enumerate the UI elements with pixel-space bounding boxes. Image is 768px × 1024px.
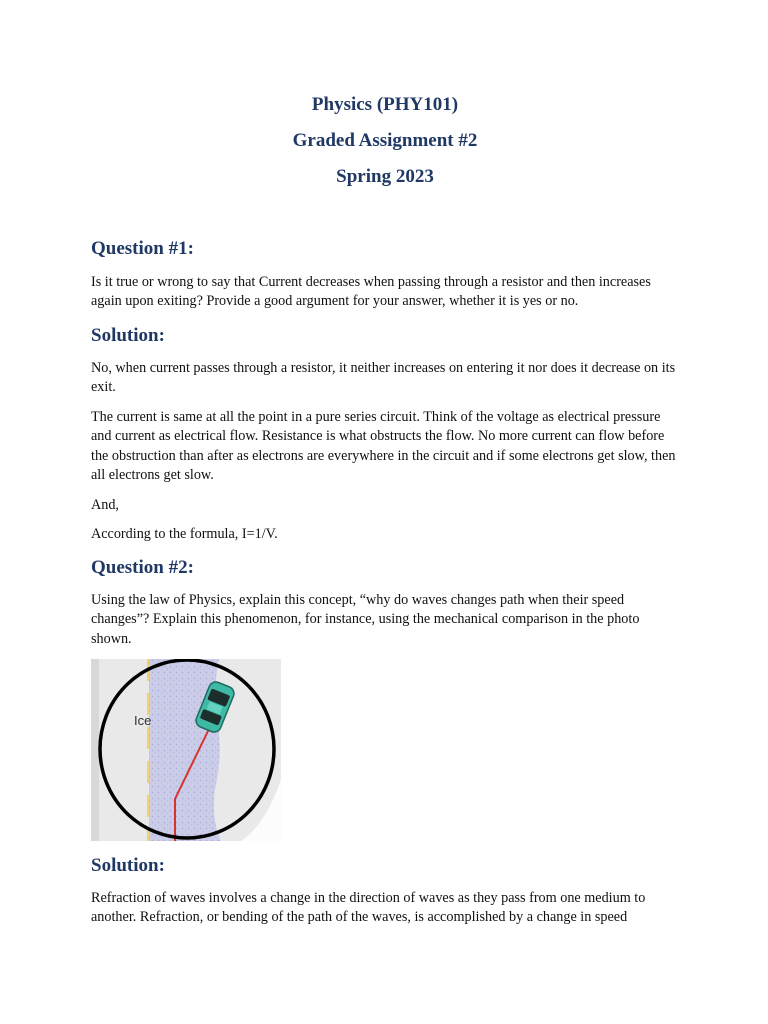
solution-2-heading: Solution:: [91, 855, 165, 876]
solution-1-heading: Solution:: [91, 325, 165, 346]
solution-1-paragraph-2: The current is same at all the point in a pure series circuit. Think of the voltage as electrical pressure and current as electrical flow. Resistance is what obstructs the flow. No more current can flow before the obstruction than after as electrons are everywhere in the circuit and if some electrons get slow, then all electrons get slow.: [91, 409, 676, 483]
course-title: Physics (PHY101): [311, 94, 459, 115]
car-on-ice-illustration: [91, 659, 281, 841]
ice-label: Ice: [134, 713, 152, 728]
solution-2-paragraph-1: Refraction of waves involves a change in the direction of waves as they pass from one medium to another. Refraction, or bending of the path of the waves, is accomplished by a change in speed: [91, 890, 646, 926]
solution-1-paragraph-4: According to the formula, I=1/V.: [91, 526, 278, 542]
assignment-title: Graded Assignment #2: [292, 130, 478, 151]
question-1-text: Is it true or wrong to say that Current decreases when passing through a resistor and then increases again upon exiting? Provide a good argument for your answer, whether it is yes or no.: [91, 274, 651, 310]
solution-1-paragraph-3: And,: [91, 497, 119, 513]
question-1-heading: Question #1:: [91, 238, 194, 259]
road-shoulder: [91, 659, 99, 841]
question-2-text: Using the law of Physics, explain this concept, “why do waves changes path when their speed changes”? Explain this phenomenon, for instance, using the mechanical comparison in the photo shown.: [91, 592, 640, 647]
term-title: Spring 2023: [336, 166, 434, 187]
solution-1-paragraph-1: No, when current passes through a resistor, it neither increases on entering it nor does it decrease on its exit.: [91, 360, 676, 396]
car-on-ice-figure: [91, 659, 281, 841]
question-2-heading: Question #2:: [91, 557, 194, 578]
